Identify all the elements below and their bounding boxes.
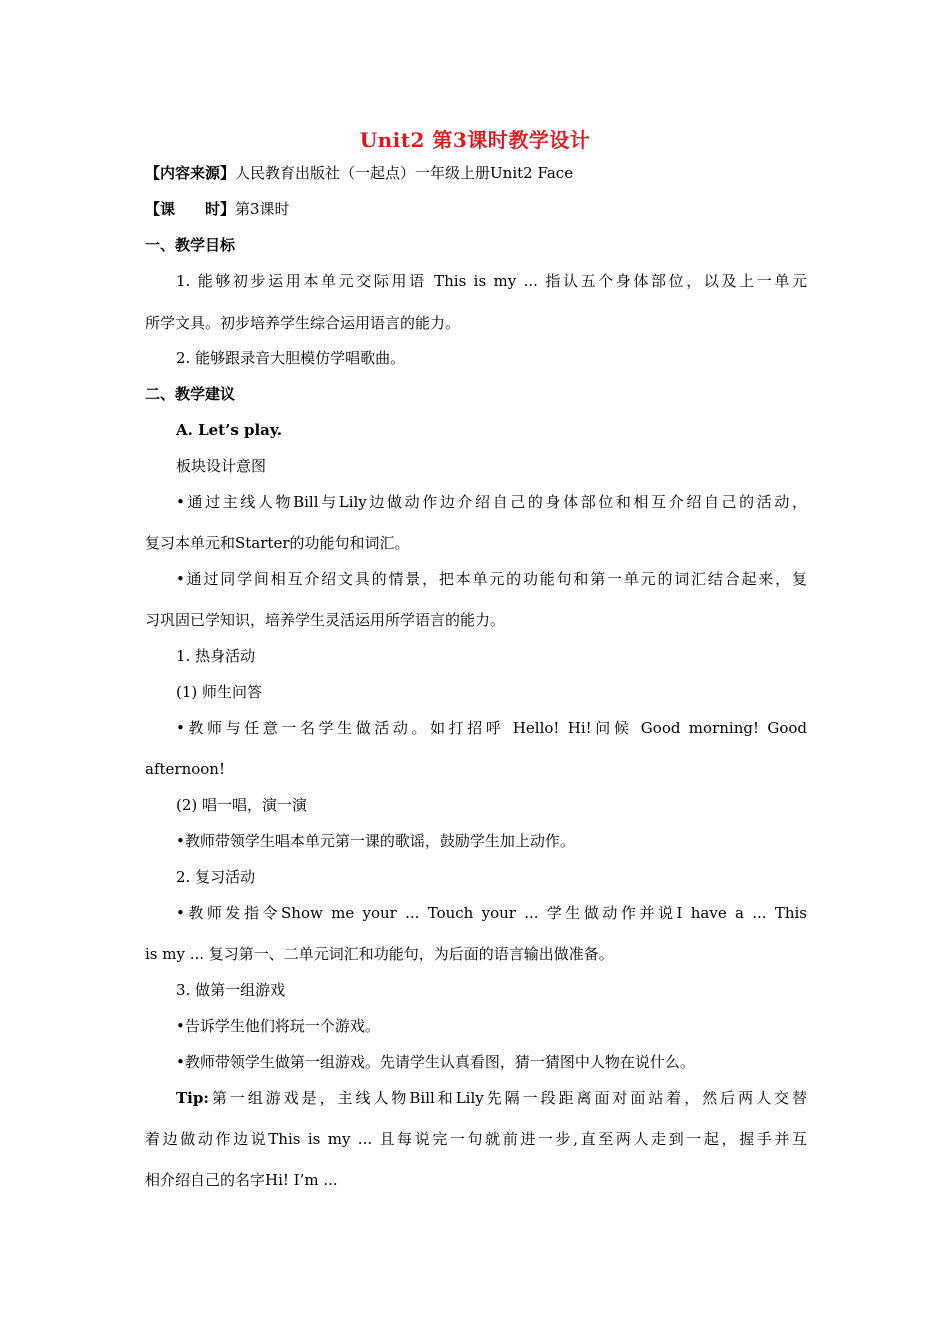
step1-sub1-bullet-line2: afternoon!	[145, 760, 225, 778]
step3-bullet2: •教师带领学生做第一组游戏。先请学生认真看图，猜一猜图中人物在说什么。	[176, 1053, 695, 1071]
source-label: 【内容来源】	[145, 164, 236, 182]
objective2: 2. 能够跟录音大胆模仿学唱歌曲。	[176, 349, 406, 367]
step1-sub1-heading: (1) 师生问答	[176, 683, 263, 701]
step2-bullet-line2: is my ... 复习第一、二单元词汇和功能句，为后面的语言输出做准备。	[145, 945, 614, 963]
step3-heading: 3. 做第一组游戏	[176, 981, 286, 999]
step2-bullet-line1: •教师发指令Show me your ... Touch your ... 学生做动作并说I have a ... This	[176, 904, 807, 922]
tip-line1	[176, 1088, 807, 1108]
section1-heading: 一、教学目标	[145, 236, 236, 254]
design-intent-label: 板块设计意图	[176, 457, 267, 475]
step1-heading: 1. 热身活动	[176, 647, 256, 665]
period-line	[145, 199, 807, 219]
source-value: 人民教育出版社（一起点）一年级上册Unit2 Face	[235, 164, 574, 182]
source-line	[145, 163, 807, 183]
period-label: 【课 时】	[145, 200, 236, 218]
intent-bullet2-line1: •通过同学间相互介绍文具的情景，把本单元的功能句和第一单元的词汇结合起来，复	[176, 570, 807, 588]
intent-bullet1-line2: 复习本单元和Starter的功能句和词汇。	[145, 534, 410, 552]
step2-heading: 2. 复习活动	[176, 868, 256, 886]
step1-sub1-bullet-line1: •教师与任意一名学生做活动。如打招呼 Hello! Hi!问候 Good morning! Good	[176, 719, 807, 737]
intent-bullet1-line1: •通过主线人物Bill与Lily边做动作边介绍自己的身体部位和相互介绍自己的活动，	[176, 493, 807, 511]
intent-bullet2-line2: 习巩固已学知识，培养学生灵活运用所学语言的能力。	[145, 611, 506, 629]
step1-sub2-bullet: •教师带领学生唱本单元第一课的歌谣，鼓励学生加上动作。	[176, 832, 575, 850]
document-title: Unit2 第3课时教学设计	[359, 128, 591, 152]
tip-text-line1: 第一组游戏是，主线人物Bill和Lily先隔一段距离面对面站着，然后两人交替	[208, 1089, 807, 1107]
step3-bullet1: •告诉学生他们将玩一个游戏。	[176, 1017, 380, 1035]
objective1-line2: 所学文具。初步培养学生综合运用语言的能力。	[145, 314, 461, 332]
period-value: 第3课时	[235, 200, 290, 218]
subsection-a-heading: A. Let’s play.	[176, 421, 283, 439]
section2-heading: 二、教学建议	[145, 385, 236, 403]
step1-sub2-heading: (2) 唱一唱，演一演	[176, 796, 308, 814]
objective1-line1: 1. 能够初步运用本单元交际用语 This is my ... 指认五个身体部位，以及上一单元	[176, 272, 807, 290]
tip-label: Tip:	[176, 1089, 209, 1107]
tip-line3: 相介绍自己的名字Hi! I’m ...	[145, 1171, 338, 1189]
tip-line2: 着边做动作边说This is my ... 且每说完一句就前进一步,直至两人走到一起，握手并互	[145, 1130, 807, 1148]
